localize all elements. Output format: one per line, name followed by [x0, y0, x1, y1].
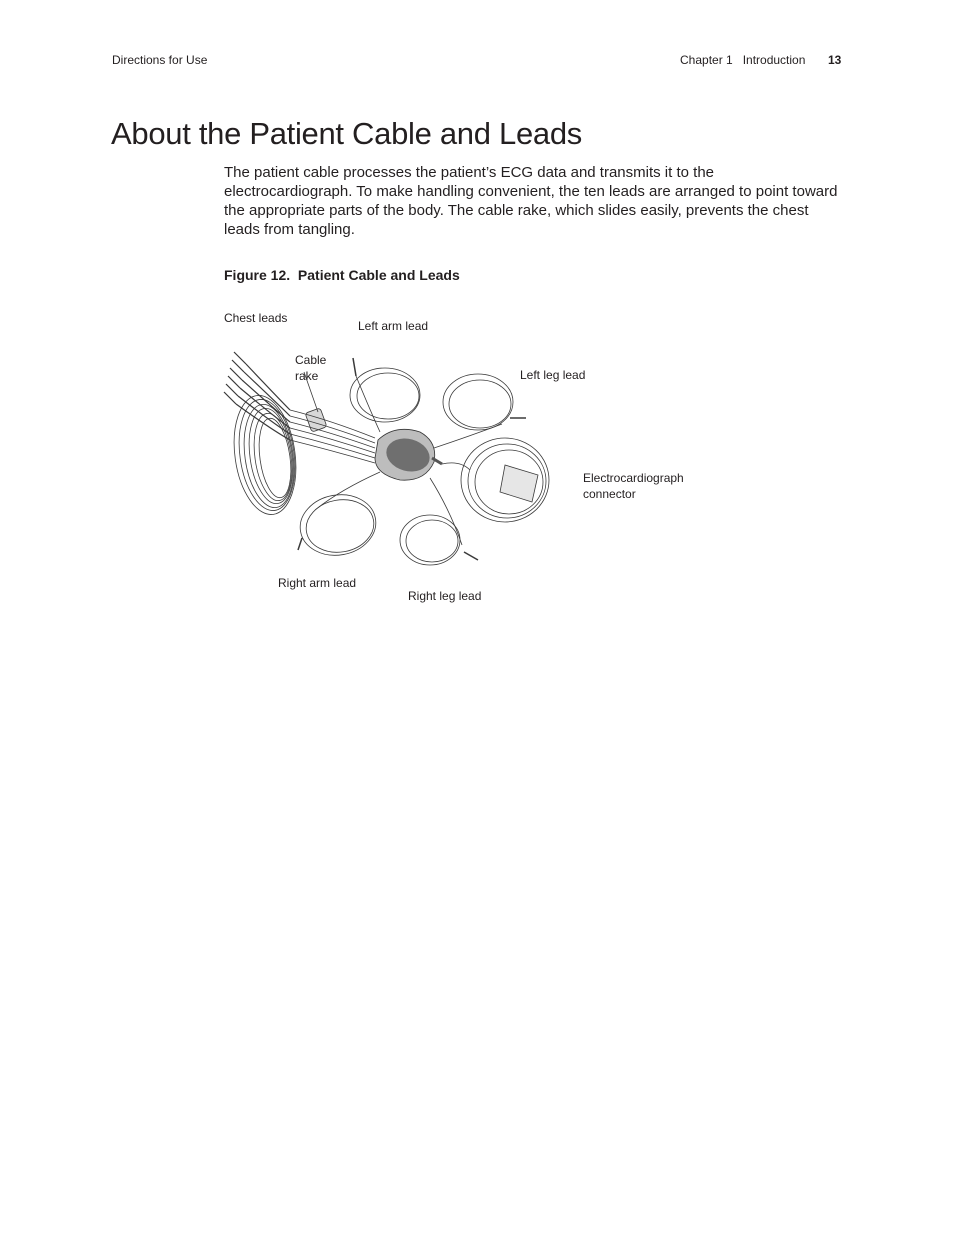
- chest-lead-tips: [224, 352, 290, 440]
- label-right-leg-lead: Right leg lead: [408, 589, 482, 603]
- label-ecg-connector: [583, 470, 684, 502]
- header-chapter: Chapter 1 Introduction: [680, 53, 806, 67]
- patient-cable-diagram: [220, 340, 560, 570]
- label-chest-leads: Chest leads: [224, 311, 288, 325]
- label-ecg-connector-line2: connector: [583, 487, 636, 501]
- label-ecg-connector-line1: Electrocardiograph: [583, 471, 684, 485]
- header-document-title: Directions for Use: [112, 53, 208, 67]
- label-left-leg-lead: Left leg lead: [520, 368, 586, 382]
- label-left-arm-lead: Left arm lead: [358, 319, 429, 333]
- lead-bundle: [290, 410, 375, 463]
- label-cable-rake-line2: rake: [295, 369, 319, 383]
- label-right-arm-lead: Right arm lead: [278, 576, 357, 590]
- right-arm-lead: [295, 472, 380, 561]
- section-paragraph: The patient cable processes the patient’s ECG data and transmits it to the electrocardiograph. To make handling convenient, the ten leads are arranged to point toward the appropriate parts of the body. The cable rake, which slides easily, prevents the chest leads from tangling.: [224, 164, 838, 238]
- cable-yoke: [375, 429, 442, 480]
- right-leg-lead: [400, 478, 478, 565]
- label-cable-rake-line1: Cable: [295, 353, 327, 367]
- left-leg-lead: [434, 374, 526, 448]
- left-arm-lead: [350, 358, 420, 432]
- figure-caption: Figure 12. Patient Cable and Leads: [224, 267, 460, 283]
- header-page-number: 13: [828, 53, 842, 67]
- ecg-connector-coil: [442, 438, 549, 522]
- section-title: About the Patient Cable and Leads: [111, 116, 582, 151]
